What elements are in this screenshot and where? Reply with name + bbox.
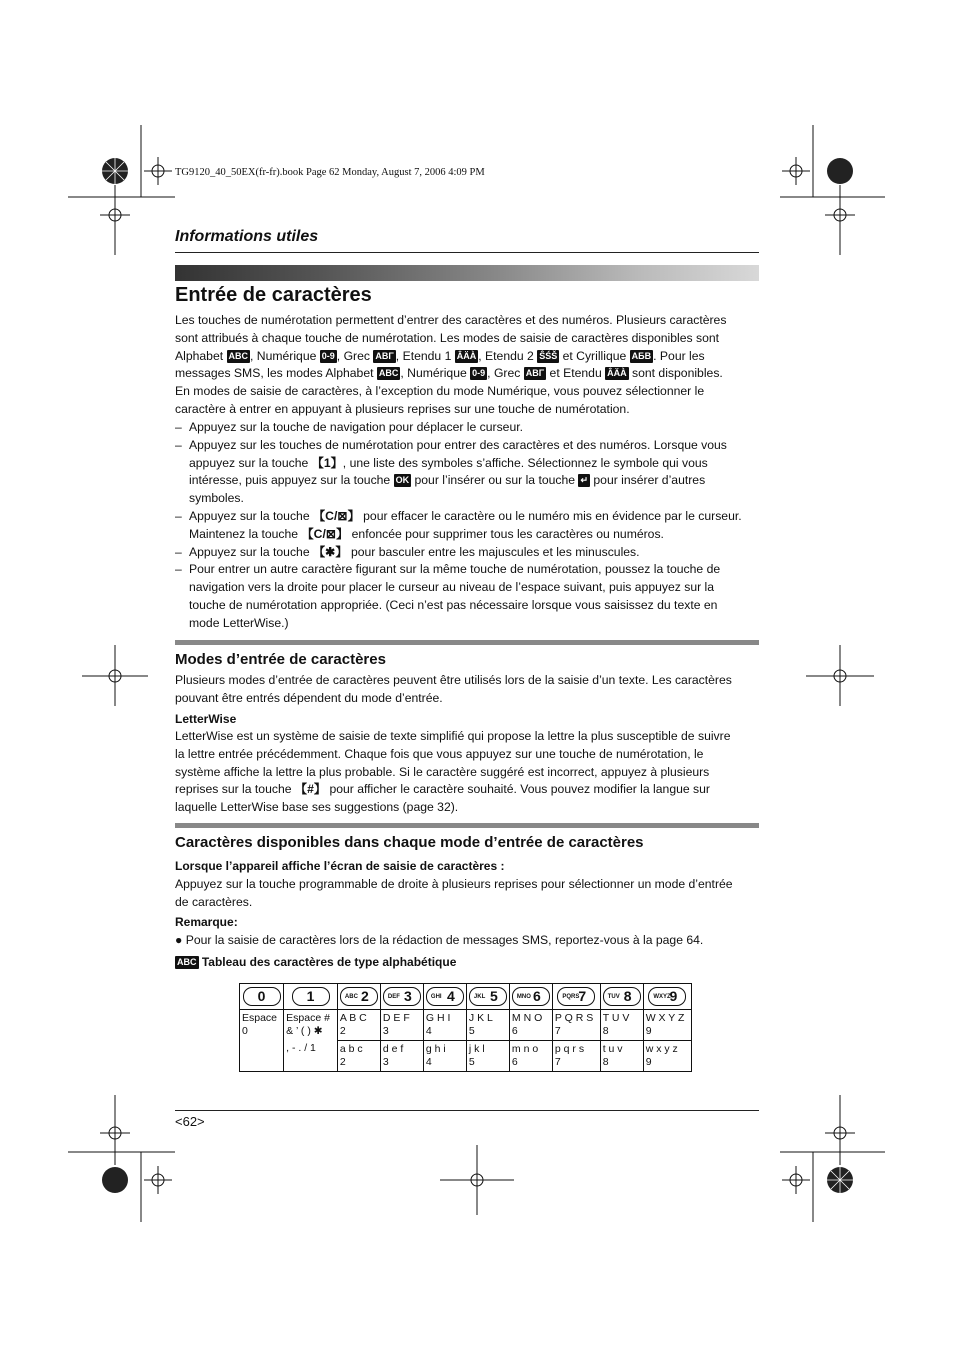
- key-cell: [552, 984, 600, 1010]
- key-cell: [337, 984, 380, 1010]
- list-item: – Appuyez sur la touche 【✱】 pour basculer entre les majuscules et les minuscules.: [175, 544, 759, 562]
- table-cell: Espace # & ’ ( ) ✱ , - . / 1: [284, 1010, 338, 1072]
- note-heading: Remarque:: [175, 915, 238, 929]
- keypad-key-icon: GHI 4: [426, 987, 464, 1006]
- ok-key-icon: OK: [395, 475, 410, 486]
- enter-key-icon: ↵: [580, 475, 588, 486]
- table-title: ABC Tableau des caractères de type alphabétique: [177, 955, 457, 969]
- available-paragraph: Appuyez sur la touche programmable de droite à plusieurs reprises pour sélectionner un mode d’entrée de caractères.: [175, 877, 733, 909]
- list-item: – Pour entrer un autre caractère figurant sur la même touche de numérotation, poussez la touche de navigation vers la droite pour placer le curseur au niveau de l’espace suivant, puis appuyez sur la touche de numérotation appropriée. (Ceci n’est pas nécessaire lorsque vous saisissez du texte en mode LetterWise.): [175, 561, 759, 632]
- letterwise-heading: LetterWise: [175, 712, 237, 726]
- key-cell: [423, 984, 466, 1010]
- table-cell: G H I 4: [423, 1010, 466, 1041]
- abc-mode-icon: ABC: [228, 350, 248, 361]
- footer-rule: [175, 1110, 759, 1111]
- abc-mode-icon: ABC: [177, 957, 197, 967]
- list-item: – Appuyez sur la touche 【C/⊠】 pour effacer le caractère ou le numéro mis en évidence par le curseur. Maintenez la touche 【C/⊠】 enfoncée pour supprimer tous les caractères ou numéros.: [175, 508, 759, 544]
- keypad-key-icon: 1: [292, 987, 330, 1006]
- table-cell: t u v 8: [600, 1041, 643, 1072]
- table-cell: D E F 3: [380, 1010, 423, 1041]
- section-title: Informations utiles: [175, 228, 319, 245]
- modes-heading: Modes d’entrée de caractères: [175, 651, 386, 668]
- keypad-key-icon: JKL 5: [469, 987, 507, 1006]
- keypad-key-icon: PQRS 7: [557, 987, 595, 1006]
- table-cell: A B C 2: [337, 1010, 380, 1041]
- table-cell: w x y z 9: [643, 1041, 691, 1072]
- keypad-key-icon: TUV 8: [603, 987, 641, 1006]
- extended1-mode-icon: ÂÄÀ: [607, 368, 627, 379]
- table-cell: Espace 0: [240, 1010, 284, 1072]
- table-cell: j k l 5: [466, 1041, 509, 1072]
- numeric-mode-icon: 0-9: [321, 350, 335, 361]
- keypad-key-icon: WXYZ 9: [648, 987, 686, 1006]
- cyrillic-mode-icon: АБВ: [631, 350, 652, 361]
- list-item: – Appuyez sur les touches de numérotation pour entrer des caractères et des numéros. Lorsque vous appuyez sur la touche 【1】, une liste des symboles s’affiche. Sélectionnez le symbole qui vous intéresse, puis appuyez sur la touche OK pour l’insérer ou sur la touche ↵ pour insérer d’autres symboles.: [175, 437, 759, 508]
- section-divider: [175, 640, 759, 645]
- table-cell: m n o 6: [509, 1041, 552, 1072]
- keypad-key-icon: 0: [243, 987, 281, 1006]
- greek-mode-icon: ΑΒΓ: [525, 368, 545, 379]
- page-title: Entrée de caractères: [175, 284, 372, 306]
- page-number: <62>: [175, 1114, 205, 1129]
- keypad-key-icon: MNO 6: [512, 987, 550, 1006]
- table-cell: M N O 6: [509, 1010, 552, 1041]
- extended1-mode-icon: ÂÄÀ: [456, 350, 477, 361]
- intro-paragraph: Les touches de numérotation permettent d’entrer des caractères et des numéros. Plusieurs caractères sont attribués à chaque touche de numérotation. Les modes de saisie de caractères disponibles sont Alphabet ABC , Numérique 0-9 , Grec ΑΒΓ , Etendu 1 ÂÄÀ , Etendu 2 ŜŚŠ et Cyrillique АБВ . Pour les messages SMS, les modes Alphabet ABC , Numérique 0-9 , Grec ΑΒΓ et Etendu ÂÄÀ sont disponibles. En modes de saisie de caractères, à l’exception du mode Numérique, vous pouvez sélectionner le caractère à entrer en appuyant à plusieurs reprises sur une touche de numérotation.: [175, 313, 727, 416]
- table-cell: J K L 5: [466, 1010, 509, 1041]
- file-info-line: TG9120_40_50EX(fr-fr).book Page 62 Monday, August 7, 2006 4:09 PM: [175, 167, 485, 178]
- note-item: ● Pour la saisie de caractères lors de la rédaction de messages SMS, reportez-vous à la page 64.: [175, 933, 704, 947]
- key-cell: [466, 984, 509, 1010]
- abc-mode-icon: ABC: [378, 368, 399, 379]
- character-table: [239, 983, 692, 1072]
- title-band: [175, 265, 759, 281]
- greek-mode-icon: ΑΒΓ: [375, 350, 394, 361]
- extended2-mode-icon: ŜŚŠ: [539, 350, 558, 361]
- table-cell: a b c 2: [337, 1041, 380, 1072]
- section-divider: [175, 823, 759, 828]
- table-cell: g h i 4: [423, 1041, 466, 1072]
- table-cell: P Q R S 7: [552, 1010, 600, 1041]
- table-cell: d e f 3: [380, 1041, 423, 1072]
- keypad-key-icon: ABC 2: [340, 987, 378, 1006]
- key-cell: [240, 984, 284, 1010]
- modes-paragraph: Plusieurs modes d’entrée de caractères peuvent être utilisés lors de la saisie d’un texte. Les caractères pouvant être entrés dépendent du mode d’entrée.: [175, 673, 732, 705]
- table-cell: p q r s 7: [552, 1041, 600, 1072]
- letterwise-paragraph: LetterWise est un système de saisie de texte simplifié qui propose la lettre la plus susceptible de suivre la lettre entrée précédemment. Chaque fois que vous appuyez sur une touche de numérotation, le système affiche la lettre la plus probable. Si le caractère suggéré est incorrect, appuyez à plusieurs reprises sur la touche 【#】 pour afficher le caractère souhaité. Vous pouvez modifier la langue sur laquelle LetterWise base ses suggestions (page 32).: [175, 729, 731, 815]
- keypad-key-icon: DEF 3: [383, 987, 421, 1006]
- key-cell: [284, 984, 338, 1010]
- available-subheading: Lorsque l’appareil affiche l’écran de saisie de caractères :: [175, 859, 505, 873]
- key-cell: [380, 984, 423, 1010]
- list-item: – Appuyez sur la touche de navigation pour déplacer le curseur.: [175, 419, 759, 437]
- key-cell: [600, 984, 643, 1010]
- numeric-mode-icon: 0-9: [472, 368, 486, 379]
- instruction-list: [175, 419, 759, 633]
- table-cell: W X Y Z 9: [643, 1010, 691, 1041]
- header-rule: [175, 252, 759, 253]
- key-cell: [509, 984, 552, 1010]
- table-cell: T U V 8: [600, 1010, 643, 1041]
- available-heading: Caractères disponibles dans chaque mode d’entrée de caractères: [175, 834, 644, 851]
- key-cell: [643, 984, 691, 1010]
